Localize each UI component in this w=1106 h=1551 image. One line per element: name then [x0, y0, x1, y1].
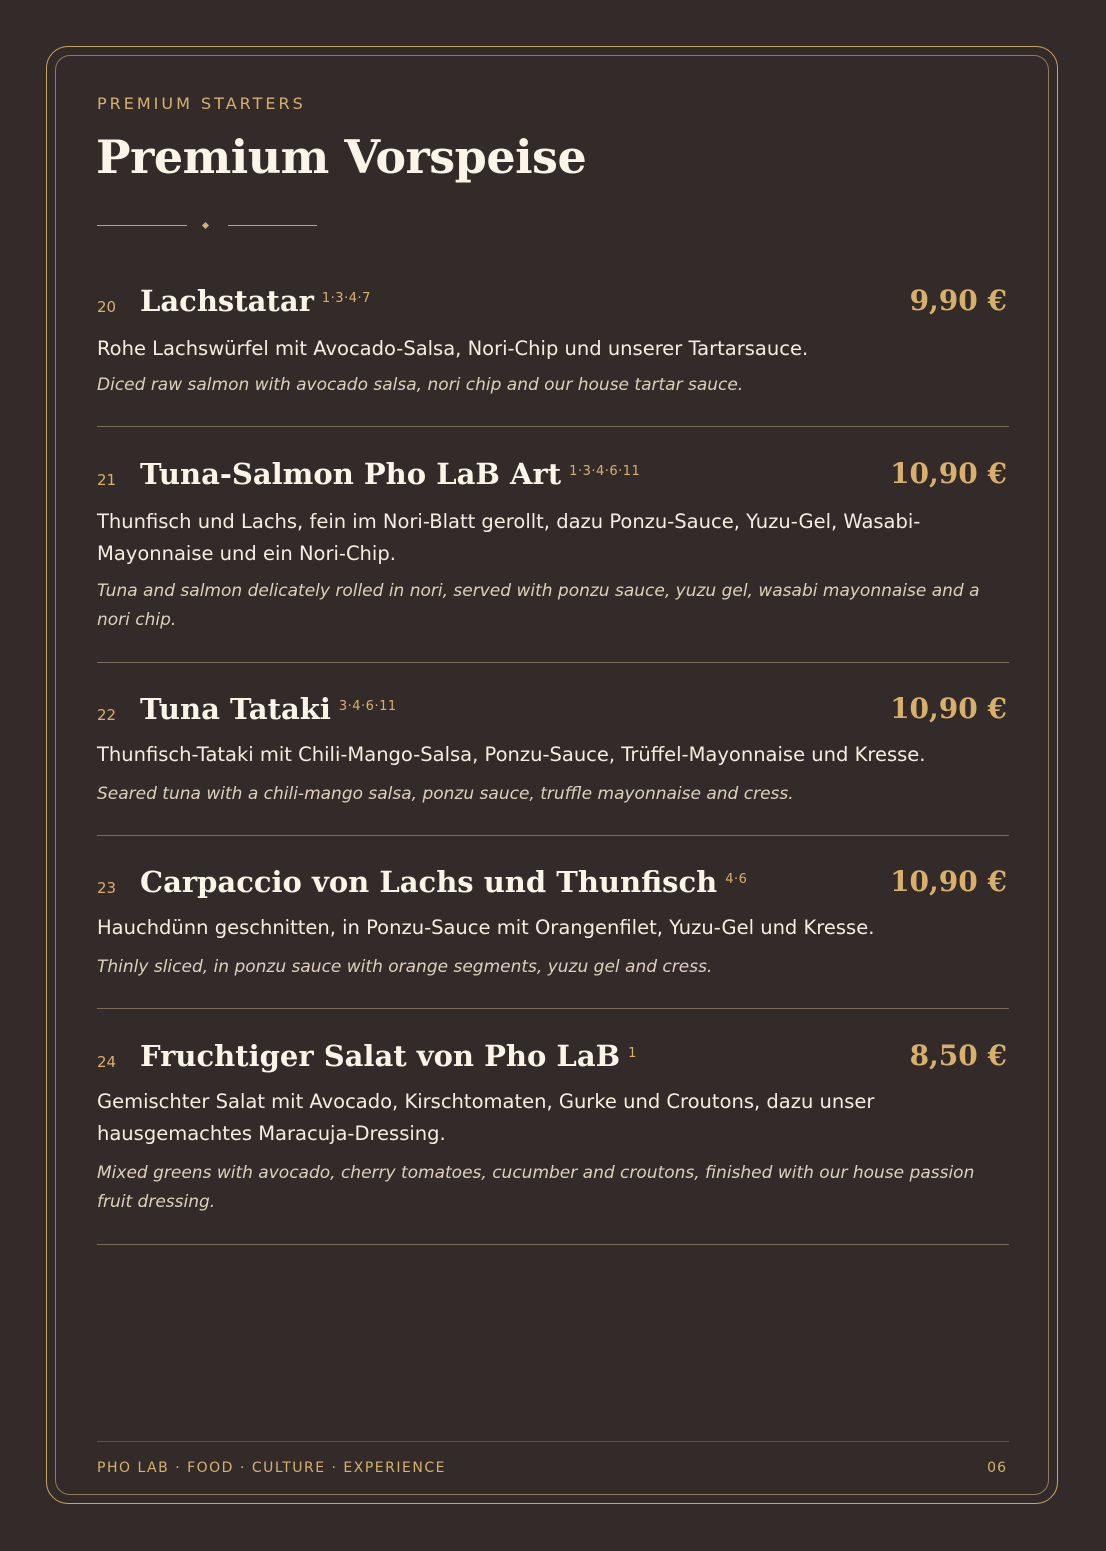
- item-divider: [97, 426, 1009, 427]
- title-ornament: [97, 219, 318, 233]
- item-price: 10,90 €: [890, 865, 1007, 898]
- item-name: Tuna-Salmon Pho LaB Art $^{1\cdot 3\cdot 4\cdot 6\cdot 11}$: [140, 457, 641, 491]
- item-description-de: Rohe Lachswürfel mit Avocado-Salsa, Nori-Chip und unserer Tartarsauce.: [97, 337, 809, 360]
- item-price: 8,50 €: [909, 1039, 1007, 1072]
- item-number: 22: [97, 706, 117, 724]
- item-divider: [97, 662, 1009, 663]
- item-name: Fruchtiger Salat von Pho LaB $^1$: [140, 1039, 637, 1073]
- item-description-en: Seared tuna with a chili-mango salsa, ponzu sauce, truffle mayonnaise and cress.: [97, 784, 794, 804]
- item-description-en: Diced raw salmon with avocado salsa, nori chip and our house tartar sauce.: [97, 375, 744, 395]
- footer-divider: [97, 1441, 1009, 1442]
- item-description-de: Thunfisch-Tataki mit Chili-Mango-Salsa, Ponzu-Sauce, Trüffel-Mayonnaise und Kresse.: [97, 743, 926, 766]
- item-price: 9,90 €: [909, 284, 1007, 317]
- page-title: Premium Vorspeise: [96, 130, 587, 184]
- page-border-inner: [55, 55, 1049, 1495]
- section-eyebrow: PREMIUM STARTERS: [97, 94, 306, 113]
- item-name: Tuna Tataki $^{3\cdot 4\cdot 6\cdot 11}$: [140, 692, 397, 726]
- page-number: 06: [987, 1460, 1007, 1476]
- item-allergens: 1·3·4·7: [321, 291, 371, 306]
- item-number: 23: [97, 879, 117, 897]
- item-description-en: Thinly sliced, in ponzu sauce with orange segments, yuzu gel and cress.: [97, 957, 713, 977]
- footer-tagline: PHO LAB · FOOD · CULTURE · EXPERIENCE: [97, 1460, 446, 1476]
- item-number: 24: [97, 1053, 117, 1071]
- item-name: Carpaccio von Lachs und Thunfisch $^{4\cdot 6}$: [140, 865, 748, 899]
- item-description-de: Hauchdünn geschnitten, in Ponzu-Sauce mit Orangenfilet, Yuzu-Gel und Kresse.: [97, 916, 875, 939]
- item-divider: [97, 1008, 1009, 1009]
- item-number: 21: [97, 471, 117, 489]
- diamond-icon: [202, 222, 209, 229]
- item-allergens: 1·3·4·6·11: [569, 464, 641, 479]
- item-description-en: Mixed greens with avocado, cherry tomatoes, cucumber and croutons, finished with our house passion fruit dressing.: [97, 1163, 975, 1212]
- item-number: 20: [97, 298, 117, 316]
- item-divider: [97, 835, 1009, 836]
- item-allergens: 3·4·6·11: [338, 699, 397, 714]
- item-description-de: Thunfisch und Lachs, fein im Nori-Blatt gerollt, dazu Ponzu-Sauce, Yuzu-Gel, Wasabi-Mayonnaise und ein Nori-Chip.: [97, 510, 921, 565]
- item-divider: [97, 1244, 1009, 1245]
- item-allergens: 1: [628, 1046, 637, 1061]
- item-allergens: 4·6: [725, 872, 748, 887]
- item-price: 10,90 €: [890, 692, 1007, 725]
- item-name: Lachstatar $^{1\cdot 3\cdot 4\cdot 7}$: [140, 284, 371, 318]
- item-price: 10,90 €: [890, 457, 1007, 490]
- item-description-en: Tuna and salmon delicately rolled in nori, served with ponzu sauce, yuzu gel, wasabi mayonnaise and a nori chip.: [97, 581, 980, 630]
- item-description-de: Gemischter Salat mit Avocado, Kirschtomaten, Gurke und Croutons, dazu unser hausgemachtes Maracuja-Dressing.: [97, 1090, 875, 1145]
